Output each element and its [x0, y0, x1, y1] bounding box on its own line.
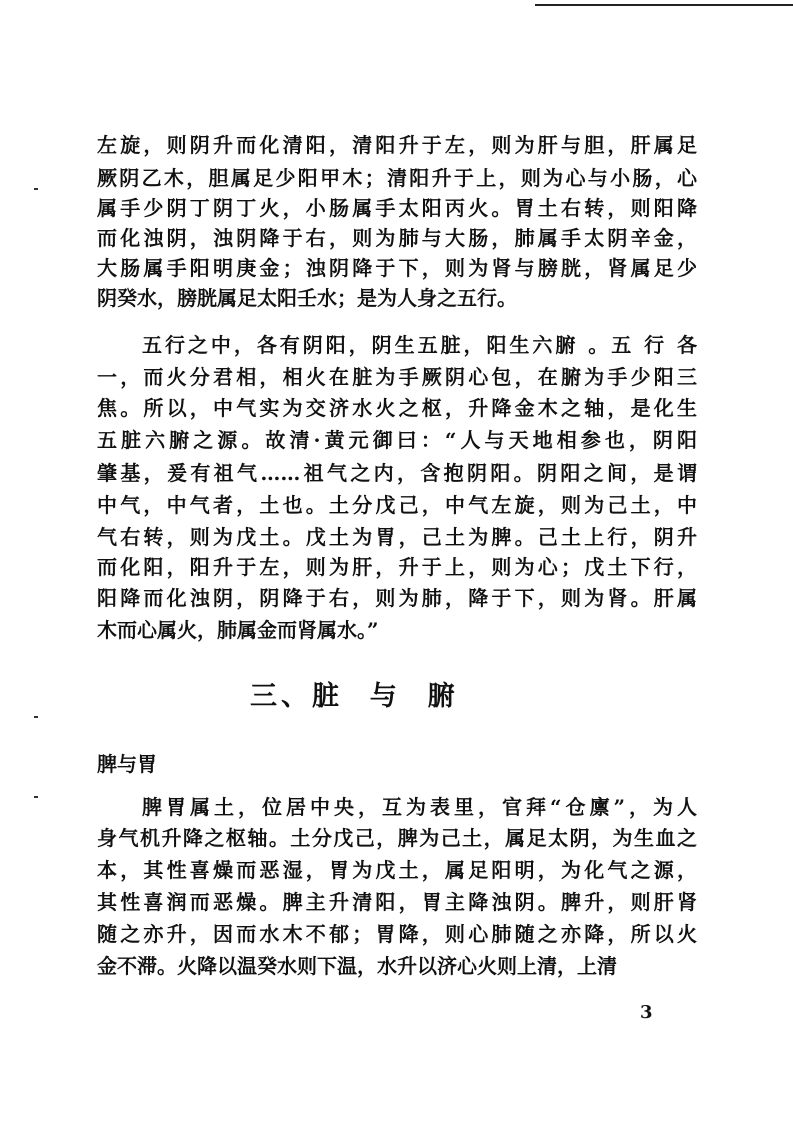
- text-line: 焦。所以，中气实为交济水火之枢，升降金木之轴，是化生: [97, 396, 697, 420]
- text-line: 五脏六腑之源。故清·黄元御曰：“人与天地相参也，阴阳: [97, 428, 697, 452]
- scan-mark: [34, 716, 38, 718]
- text-line: 气右转，则为戊土。戊土为胃，己土为脾。己土上行，阴升: [97, 525, 697, 549]
- subheading: 脾与胃: [97, 752, 157, 776]
- section-heading: 三、脏 与 腑: [250, 681, 459, 712]
- text-line: 一，而火分君相，相火在脏为手厥阴心包，在腑为手少阳三: [97, 365, 697, 389]
- text-line: 脾胃属土，位居中央，互为表里，官拜“仓廪”，为人: [142, 795, 697, 819]
- page-number: 3: [640, 1002, 653, 1023]
- top-rule: [535, 4, 793, 6]
- text-line: 厥阴乙木，胆属足少阳甲木；清阳升于上，则为心与小肠，心: [97, 166, 697, 190]
- text-line: 大肠属手阳明庚金；浊阴降于下，则为肾与膀胱，肾属足少: [97, 256, 697, 280]
- scan-mark: [34, 796, 38, 798]
- text-line: 属手少阴丁阴丁火，小肠属手太阳丙火。胃土右转，则阳降: [97, 196, 697, 220]
- text-line: 金不滞。火降以温癸水则下温，水升以济心火则上清，上清: [97, 954, 617, 978]
- text-line: 左旋，则阴升而化清阳，清阳升于左，则为肝与胆，肝属足: [97, 133, 697, 157]
- scan-mark: [34, 188, 38, 190]
- text-line: 随之亦升，因而水木不郁；胃降，则心肺随之亦降，所以火: [97, 922, 697, 946]
- text-line: 木而心属火，肺属金而肾属水。”: [97, 618, 379, 642]
- text-line: 本，其性喜燥而恶湿，胃为戊土，属足阳明，为化气之源，: [97, 858, 697, 882]
- text-line: 阴癸水，膀胱属足太阳壬水；是为人身之五行。: [97, 286, 517, 310]
- text-line: 其性喜润而恶燥。脾主升清阳，胃主降浊阴。脾升，则肝肾: [97, 890, 697, 914]
- text-line: 五行之中，各有阴阳，阴生五脏，阳生六腑 。五 行 各: [142, 333, 697, 357]
- text-line: 肇基，爰有祖气……祖气之内，含抱阴阳。阴阳之间，是谓: [97, 461, 697, 485]
- text-line: 身气机升降之枢轴。土分戊己，脾为己土，属足太阴，为生血之: [97, 826, 697, 850]
- text-line: 而化阳，阳升于左，则为肝，升于上，则为心；戊土下行，: [97, 555, 697, 579]
- text-line: 阳降而化浊阴，阴降于右，则为肺，降于下，则为肾。肝属: [97, 586, 697, 610]
- text-line: 中气，中气者，土也。土分戊己，中气左旋，则为己土，中: [97, 493, 697, 517]
- text-line: 而化浊阴，浊阴降于右，则为肺与大肠，肺属手太阴辛金，: [97, 226, 697, 250]
